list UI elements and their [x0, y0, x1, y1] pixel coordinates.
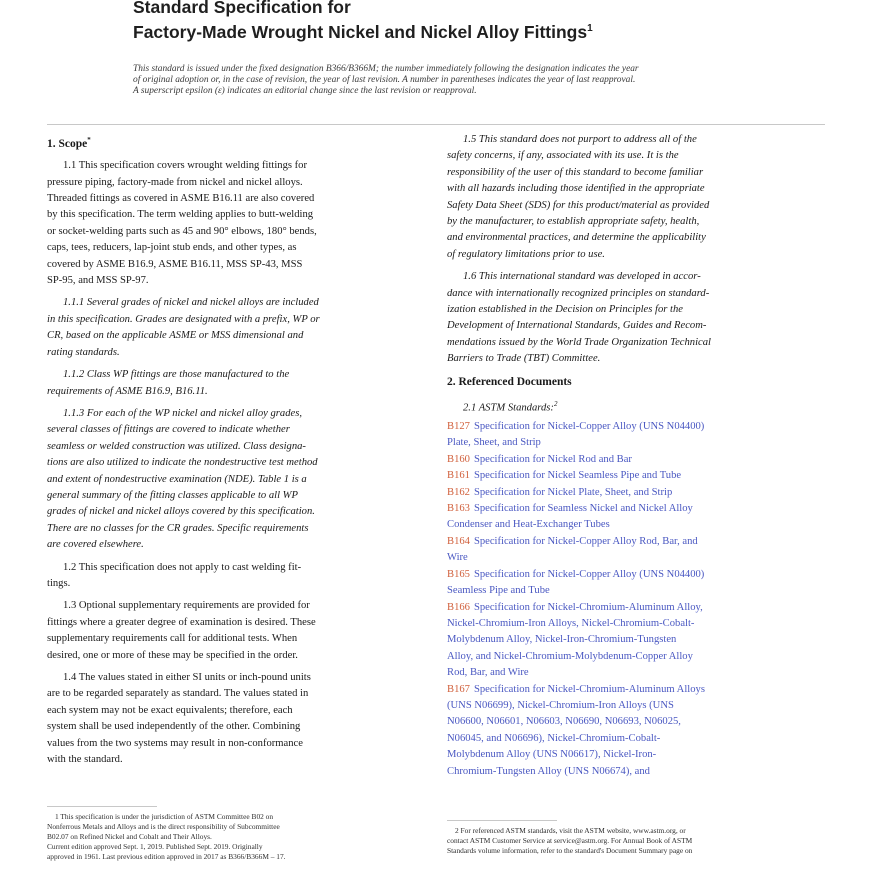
paragraph-line: pressure piping, factory-made from nickel and nickel alloys.: [47, 176, 303, 188]
paragraph-line: safety concerns, if any, associated with its use. It is the: [447, 150, 679, 162]
paragraph-p1-5: [447, 132, 825, 263]
paragraph-line: 1.1.1 Several grades of nickel and nickel alloys are included: [63, 297, 319, 309]
reference-title-link[interactable]: Specification for Nickel Plate, Sheet, and Strip: [473, 486, 673, 498]
reference-code-link[interactable]: B166: [447, 601, 470, 613]
paragraph-line: responsibility of the user of this standard to become familiar: [447, 166, 704, 178]
paragraph-line: SP-95, and MSS SP-97.: [47, 275, 149, 287]
reference-title-link[interactable]: Specification for Seamless Nickel and Nickel Alloy: [473, 503, 693, 515]
reference-line: [447, 731, 825, 747]
footnote-line: Nonferrous Metals and Alloys and is the direct responsibility of Subcommittee: [47, 822, 280, 831]
paragraph-line: There are no classes for the CR grades. Specific requirements: [47, 522, 309, 534]
paragraph-line: several classes of fittings are covered to indicate whether: [47, 424, 290, 436]
reference-title-link[interactable]: Chromium-Tungsten Alloy (UNS N06674), and: [447, 765, 650, 777]
footnote-divider-left: [47, 806, 157, 807]
paragraph-line: 1.2 This specification does not apply to cast welding fit-: [63, 561, 302, 573]
designation-note-line: This standard is issued under the fixed designation B366/B366M; the number immediately following the designation indicates the year: [133, 64, 639, 74]
paragraph-p1-6: [447, 269, 825, 367]
footnotes-left: [47, 812, 423, 862]
paragraph-line: and extent of nondestructive examination (NDE). Table 1 is a: [47, 473, 307, 485]
paragraph-line: tings.: [47, 577, 71, 589]
paragraph-p1-2: [47, 560, 423, 593]
reference-title-link[interactable]: Plate, Sheet, and Strip: [447, 437, 541, 449]
reference-line: [447, 550, 825, 566]
designation-note-line: A superscript epsilon (ε) indicates an editorial change since the last revision or reapproval.: [133, 86, 477, 96]
paragraph-line: Barriers to Trade (TBT) Committee.: [447, 353, 601, 365]
paragraph-line: covered by ASME B16.9, ASME B16.11, MSS SP-43, MSS: [47, 258, 303, 270]
footnote-line: Current edition approved Sept. 1, 2019. Published Sept. 2019. Originally: [47, 842, 263, 851]
reference-item-b166[interactable]: [447, 600, 825, 682]
reference-title-link[interactable]: N06600, N06601, N06603, N06690, N06693, N06025,: [447, 716, 681, 728]
reference-item-b167[interactable]: [447, 682, 825, 780]
paragraph-line: values from the two systems may result in non-conformance: [47, 737, 303, 749]
reference-title-link[interactable]: Specification for Nickel Rod and Bar: [473, 453, 632, 465]
reference-line: [447, 567, 825, 583]
footnote-line: B02.07 on Refined Nickel and Cobalt and Their Alloys.: [47, 832, 212, 841]
reference-line: [447, 468, 825, 484]
paragraph-line: Safety Data Sheet (SDS) for this product/material as provided: [447, 199, 710, 211]
reference-line: [447, 534, 825, 550]
reference-title-link[interactable]: Condenser and Heat-Exchanger Tubes: [447, 519, 610, 531]
reference-title-link[interactable]: Specification for Nickel-Copper Alloy (UNS N04400): [473, 568, 705, 580]
footnote-line: approved in 1961. Last previous edition approved in 2017 as B366/B366M – 17.: [47, 852, 286, 861]
paragraph-line: rating standards.: [47, 346, 120, 358]
reference-line: [447, 698, 825, 714]
document-title: [133, 0, 773, 43]
section-heading-scope: 1. Scope*: [47, 136, 91, 150]
paragraph-line: 1.4 The values stated in either SI units or inch-pound units: [63, 672, 311, 684]
section-heading-referenced-documents: 2. Referenced Documents: [447, 375, 572, 388]
reference-title-link[interactable]: Specification for Nickel Seamless Pipe and Tube: [473, 470, 682, 482]
reference-item-b127[interactable]: [447, 419, 825, 452]
reference-title-link[interactable]: Specification for Nickel-Copper Alloy (UNS N04400): [473, 421, 705, 433]
reference-title-link[interactable]: Specification for Nickel-Chromium-Aluminum Alloys: [473, 683, 705, 695]
paragraph-line: each system may not be exact equivalents; therefore, each: [47, 704, 293, 716]
reference-line: [447, 485, 825, 501]
paragraph-line: seamless or welded construction was utilized. Class designa-: [47, 440, 306, 452]
designation-note-line: of original adoption or, in the case of revision, the year of last revision. A number in parentheses indicates the year of last reapproval.: [133, 75, 636, 85]
footnote-line: 1 This specification is under the jurisdiction of ASTM Committee B02 on: [55, 812, 274, 821]
paragraph-line: CR, based on the applicable ASME or MSS dimensional and: [47, 330, 304, 342]
paragraph-line: and environmental practices, and determine the applicability: [447, 232, 706, 244]
paragraph-line: 1.5 This standard does not purport to address all of the: [463, 134, 697, 145]
paragraph-line: caps, tees, reducers, lap-joint stub ends, and other types, as: [47, 242, 297, 254]
reference-title-link[interactable]: Alloy, and Nickel-Chromium-Molybdenum-Copper Alloy: [447, 650, 693, 662]
reference-line: [447, 632, 825, 648]
paragraph-p1-4: [47, 670, 423, 768]
paragraph-line: supplementary requirements call for additional tests. When: [47, 633, 298, 645]
title-line-1: Standard Specification for: [133, 0, 351, 17]
paragraph-line: mendations issued by the World Trade Organization Technical: [447, 336, 711, 348]
paragraph-line: 1.1 This specification covers wrought welding fittings for: [63, 160, 308, 172]
reference-line: [447, 517, 825, 533]
reference-title-link[interactable]: Molybdenum Alloy (UNS N06617), Nickel-Iron-: [447, 749, 657, 761]
reference-title-link[interactable]: N06045, and N06696), Nickel-Chromium-Cobalt-: [447, 732, 661, 744]
reference-item-b163[interactable]: [447, 501, 825, 534]
left-column: [47, 132, 423, 774]
reference-title-link[interactable]: Specification for Nickel-Chromium-Aluminum Alloy,: [473, 601, 703, 613]
header-divider: [47, 124, 825, 125]
reference-code-link[interactable]: B165: [447, 568, 470, 580]
reference-title-link[interactable]: Wire: [447, 552, 468, 564]
paragraph-p1-1-2: [47, 367, 423, 400]
reference-code-link[interactable]: B167: [447, 683, 470, 695]
reference-line: [447, 419, 825, 435]
paragraph-line: 1.1.3 For each of the WP nickel and nickel alloy grades,: [63, 407, 302, 419]
paragraph-p1-1-3: [47, 406, 423, 554]
paragraph-line: 1.6 This international standard was developed in accor-: [463, 271, 701, 283]
paragraph-line: 1.3 Optional supplementary requirements are provided for: [63, 600, 310, 612]
reference-title-link[interactable]: Rod, Bar, and Wire: [447, 667, 529, 679]
reference-code-link[interactable]: B164: [447, 535, 470, 547]
paragraph-line: Development of International Standards, Guides and Recom-: [447, 320, 707, 332]
reference-code-link[interactable]: B160: [447, 453, 470, 465]
paragraph-p1-1-1: [47, 295, 423, 361]
reference-item-b161[interactable]: [447, 468, 825, 484]
reference-code-link[interactable]: B127: [447, 421, 470, 433]
reference-item-b160[interactable]: [447, 452, 825, 468]
paragraph-line: tions are also utilized to indicate the nondestructive test method: [47, 457, 318, 469]
reference-line: [447, 665, 825, 681]
astm-standards-intro: 2.1 ASTM Standards:$^2$: [463, 400, 558, 414]
paragraph-line: fittings where a greater degree of examination is desired. These: [47, 616, 316, 628]
paragraph-line: are to be regarded separately as standard. The values stated in: [47, 688, 309, 700]
footnote-line: 2 For referenced ASTM standards, visit the ASTM website, www.astm.org, or: [455, 826, 686, 835]
reference-title-link[interactable]: (UNS N06699), Nickel-Chromium-Iron Alloys (UNS: [447, 699, 674, 711]
reference-line: [447, 435, 825, 451]
paragraph-line: in this specification. Grades are designated with a prefix, WP or: [47, 313, 320, 325]
paragraph-line: or socket-welding parts such as 45 and 90° elbows, 180° bends,: [47, 225, 317, 237]
paragraph-line: of regulatory limitations prior to use.: [447, 248, 605, 260]
paragraph-line: by this specification. The term welding applies to butt-welding: [47, 209, 314, 221]
paragraph-line: dance with internationally recognized principles on standard-: [447, 287, 710, 299]
paragraph-line: with the standard.: [47, 754, 123, 766]
reference-line: [447, 682, 825, 698]
paragraph-line: general summary of the fitting classes applicable to all WP: [47, 489, 298, 501]
reference-title-link[interactable]: Nickel-Chromium-Iron Alloys, Nickel-Chromium-Cobalt-: [447, 617, 695, 629]
paragraph-line: requirements of ASME B16.9, B16.11.: [47, 385, 208, 397]
reference-code-link[interactable]: B162: [447, 486, 470, 498]
reference-title-link[interactable]: Specification for Nickel-Copper Alloy Rod, Bar, and: [473, 535, 698, 547]
reference-line: [447, 452, 825, 468]
paragraph-line: with all hazards including those identified in the appropriate: [447, 183, 705, 195]
paragraph-line: desired, one or more of these may be specified in the order.: [47, 649, 298, 661]
paragraph-line: are covered elsewhere.: [47, 539, 144, 551]
title-line-2: Factory-Made Wrought Nickel and Nickel Alloy Fittings: [133, 21, 588, 42]
reference-list: [447, 419, 825, 780]
reference-line: [447, 501, 825, 517]
reference-item-b164[interactable]: [447, 534, 825, 567]
paragraph-p1-1: [47, 158, 423, 289]
right-column: [447, 132, 825, 780]
footnote-line: contact ASTM Customer Service at service@astm.org. For Annual Book of ASTM: [447, 836, 693, 845]
reference-code-link[interactable]: B163: [447, 503, 470, 515]
designation-note: [133, 64, 753, 97]
paragraph-line: Threaded fittings as covered in ASME B16.11 are also covered: [47, 193, 315, 205]
footnotes-right: [447, 826, 825, 856]
reference-line: [447, 600, 825, 616]
reference-title-link[interactable]: Molybdenum Alloy, Nickel-Iron-Chromium-Tungsten: [447, 634, 677, 646]
paragraph-line: 1.1.2 Class WP fittings are those manufactured to the: [63, 369, 290, 381]
reference-item-b165[interactable]: [447, 567, 825, 600]
reference-code-link[interactable]: B161: [447, 470, 470, 482]
reference-line: [447, 649, 825, 665]
paragraph-p1-3: [47, 598, 423, 664]
reference-title-link[interactable]: Seamless Pipe and Tube: [447, 585, 550, 597]
paragraph-line: by the manufacturer, to establish appropriate safety, health,: [447, 216, 700, 228]
reference-line: [447, 714, 825, 730]
paragraph-line: system shall be used independently of the other. Combining: [47, 721, 301, 733]
paragraph-line: grades of nickel and nickel alloys covered by this specification.: [47, 506, 315, 518]
paragraph-line: ization established in the Decision on Principles for the: [447, 304, 683, 316]
reference-line: [447, 747, 825, 763]
reference-item-b162[interactable]: [447, 485, 825, 501]
reference-line: [447, 616, 825, 632]
footnote-line: Standards volume information, refer to the standard's Document Summary page on: [447, 846, 693, 855]
reference-line: [447, 583, 825, 599]
reference-line: [447, 764, 825, 780]
footnote-divider-right: [447, 820, 557, 821]
title-footnote-mark[interactable]: 1: [587, 23, 593, 34]
